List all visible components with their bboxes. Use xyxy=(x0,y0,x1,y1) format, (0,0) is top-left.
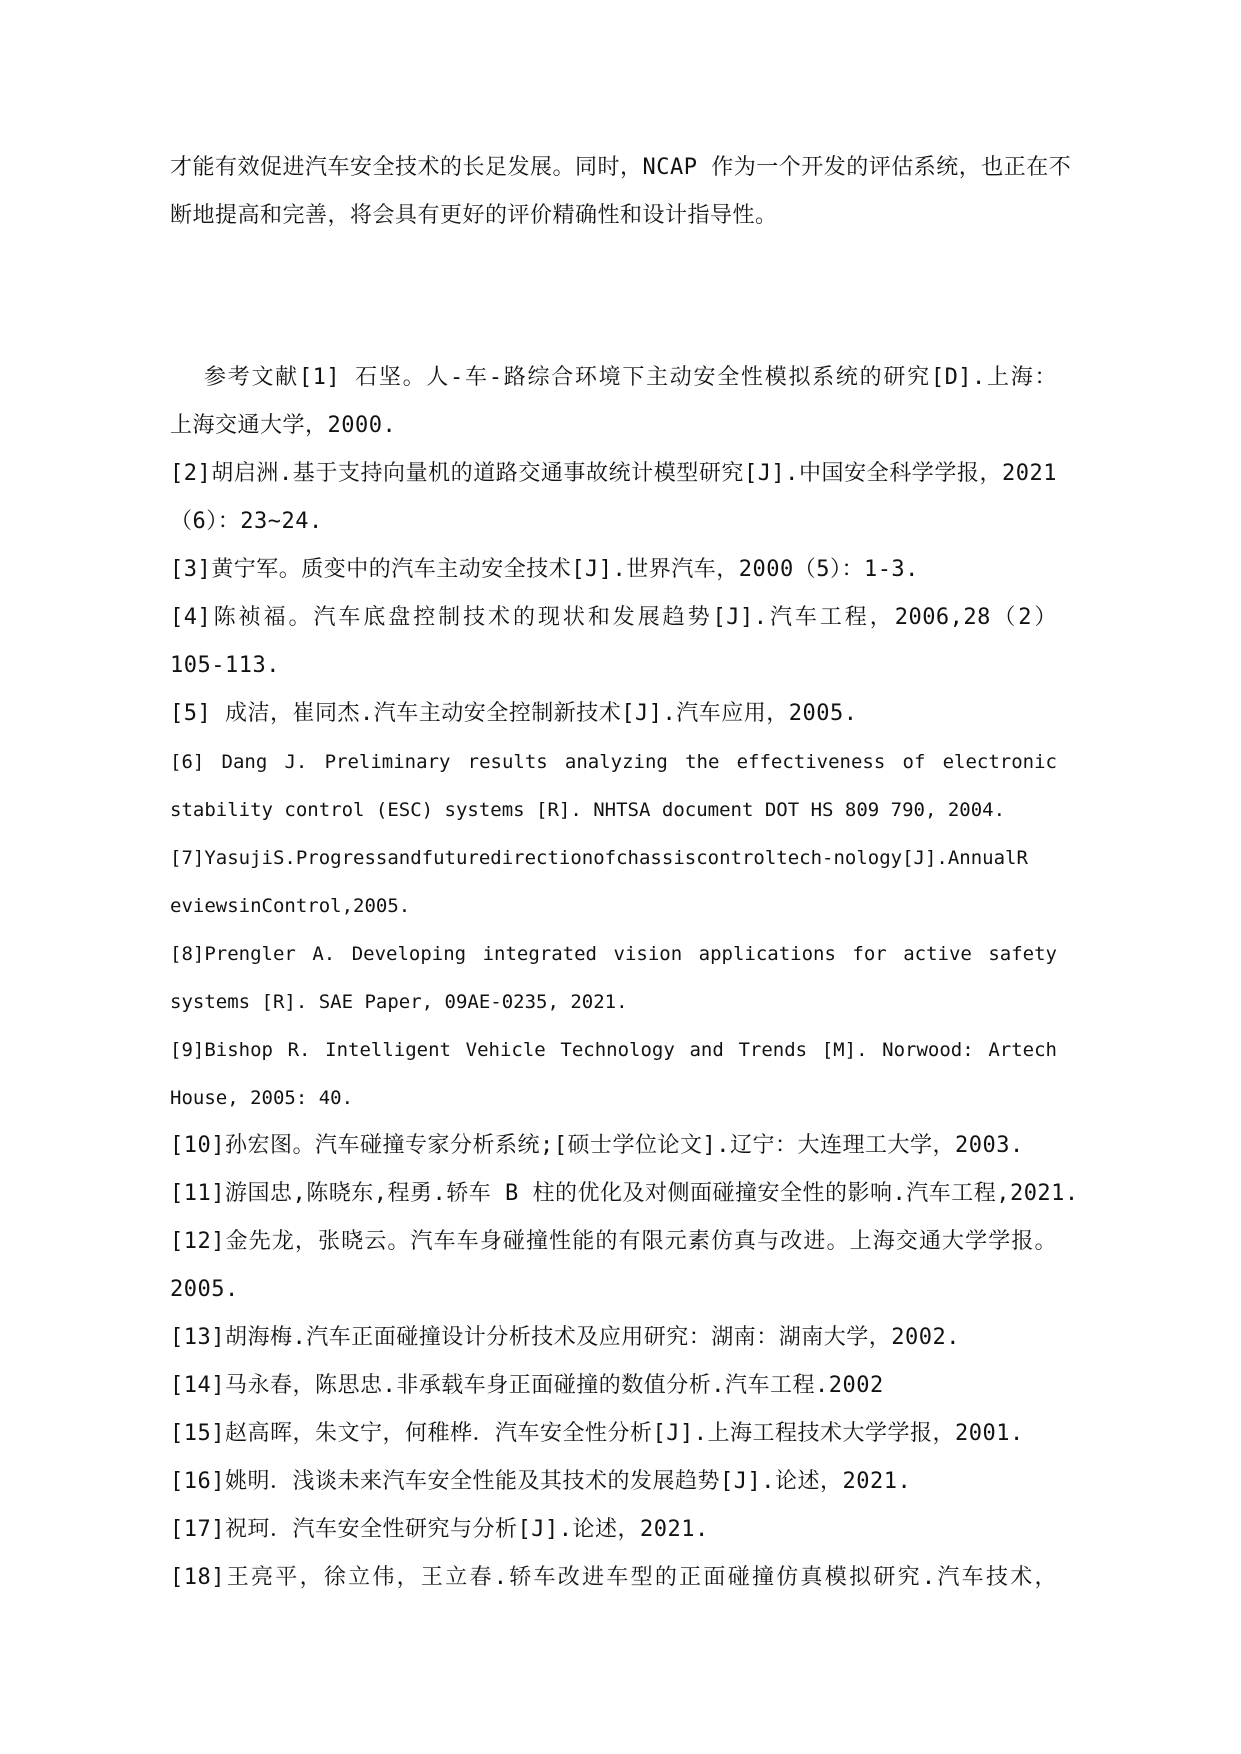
text-line: [5] 成洁，崔同杰.汽车主动安全控制新技术[J].汽车应用，2005. xyxy=(170,701,858,726)
text-line: [2]胡启洲.基于支持向量机的道路交通事故统计模型研究[J].中国安全科学学报，2021 xyxy=(170,461,1057,486)
text-line: [17]祝珂．汽车安全性研究与分析[J].论述，2021. xyxy=(170,1517,709,1542)
references-section xyxy=(170,354,1079,1602)
text-line: [13]胡海梅.汽车正面碰撞设计分析技术及应用研究：湖南：湖南大学，2002. xyxy=(170,1325,960,1350)
text-line: [18]王亮平，徐立伟，王立春.轿车改进车型的正面碰撞仿真模拟研究.汽车技术， xyxy=(170,1565,1057,1590)
text-line: 断地提高和完善，将会具有更好的评价精确性和设计指导性。 xyxy=(170,203,778,228)
text-line: 才能有效促进汽车安全技术的长足发展。同时，NCAP 作为一个开发的评估系统，也正在不 xyxy=(170,155,1072,180)
text-line: [9]Bishop R. Intelligent Vehicle Technology and Trends [M]. Norwood: Artech xyxy=(170,1039,1057,1061)
text-line: [6] Dang J. Preliminary results analyzing the effectiveness of electronic xyxy=(170,751,1057,773)
text-line: 2005. xyxy=(170,1277,239,1302)
text-line: [11]游国忠,陈晓东,程勇.轿车 B 柱的优化及对侧面碰撞安全性的影响.汽车工程,2021. xyxy=(170,1181,1079,1206)
text-line: [12]金先龙，张晓云。汽车车身碰撞性能的有限元素仿真与改进。上海交通大学学报。 xyxy=(170,1229,1057,1254)
text-line: [7]YasujiS.Progressandfuturedirectionofchassiscontroltech-nology[J].AnnualR xyxy=(170,847,1028,869)
paragraph-gap xyxy=(170,240,1057,354)
text-line: [16]姚明．浅谈未来汽车安全性能及其技术的发展趋势[J].论述，2021. xyxy=(170,1469,912,1494)
text-line: eviewsinControl,2005. xyxy=(170,895,411,917)
text-line: [8]Prengler A. Developing integrated vision applications for active safety xyxy=(170,943,1057,965)
text-line: [14]马永春，陈思忠.非承载车身正面碰撞的数值分析.汽车工程.2002 xyxy=(170,1373,884,1398)
text-line: stability control (ESC) systems [R]. NHTSA document DOT HS 809 790, 2004. xyxy=(170,799,1006,821)
text-line: [15]赵高晖，朱文宁，何稚桦．汽车安全性分析[J].上海工程技术大学学报，2001. xyxy=(170,1421,1024,1446)
text-line: 上海交通大学，2000. xyxy=(170,413,397,438)
text-line: [4]陈祯福。汽车底盘控制技术的现状和发展趋势[J].汽车工程，2006,28（2） xyxy=(170,605,1057,630)
text-line: 105-113. xyxy=(170,653,280,678)
text-line: systems [R]. SAE Paper, 09AE-0235, 2021. xyxy=(170,991,628,1013)
intro-paragraph xyxy=(170,144,1072,240)
text-line: 参考文献[1] 石坚。人-车-路综合环境下主动安全性模拟系统的研究[D].上海： xyxy=(204,365,1057,390)
text-line: [10]孙宏图。汽车碰撞专家分析系统;[硕士学位论文].辽宁：大连理工大学，2003. xyxy=(170,1133,1024,1158)
text-line: （6）：23~24. xyxy=(170,509,323,534)
text-line: House, 2005: 40. xyxy=(170,1087,354,1109)
text-line: [3]黄宁军。质变中的汽车主动安全技术[J].世界汽车，2000（5）：1-3. xyxy=(170,557,919,582)
